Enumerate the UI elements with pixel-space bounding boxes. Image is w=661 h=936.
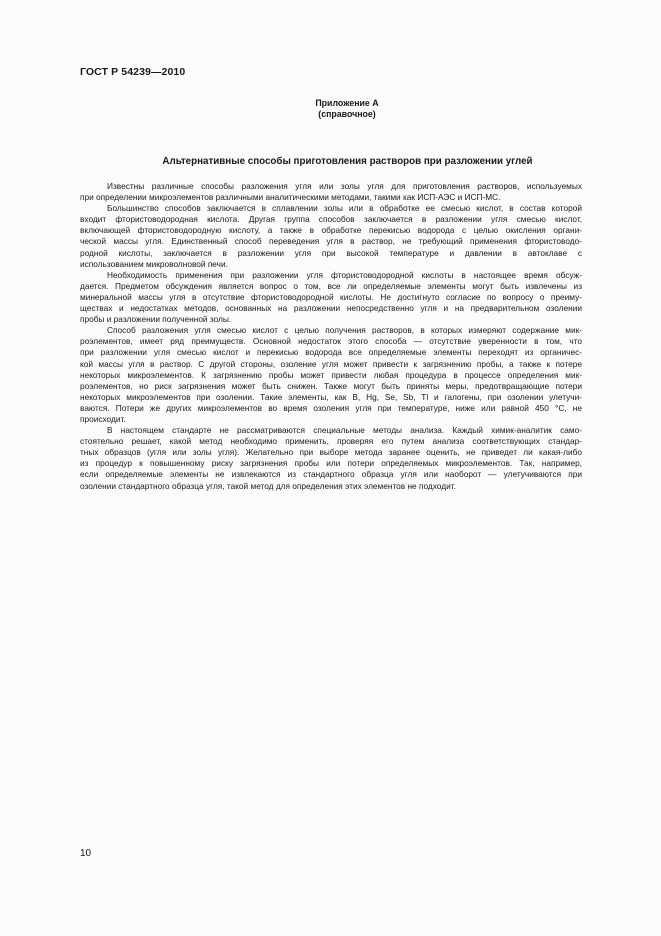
text-line: кой массы угля в раствор. С другой стороны, озоление угля может привести к загрязнению пробы, а также к потере [80, 358, 582, 369]
page-number: 10 [80, 848, 92, 859]
appendix-title: Приложение А [315, 98, 379, 108]
text-line: Необходимость применения при разложении угля фтористоводородной кислоты в настоящее время обсуж- [107, 269, 582, 280]
text-line: Большинство способов заключается в сплавлении золы или в обработке ее смесью кислот, в состав которой [107, 203, 582, 214]
text-line: Известны различные способы разложения угля или золы угля для приготовления растворов, используемых [107, 181, 582, 191]
text-line: ваются. Потери же других микроэлементов во время озоления угля при температуре, ниже или равной 450 °С, не [80, 402, 582, 413]
body-text [80, 181, 582, 492]
text-line: В настоящем стандарте не рассматриваются специальные методы анализа. Каждый химик-аналитик само- [107, 425, 582, 436]
text-line: некоторых микроэлементов. К загрязнению пробы может привести любая процедура в процессе определения мик- [80, 369, 582, 380]
text-line: при определении микроэлементов различными аналитическими методами, такими как ИСП-АЭС и ИСП-МС. [80, 192, 501, 203]
document-header: ГОСТ Р 54239—2010 [80, 66, 186, 78]
text-line: из процедур к повышенному риску загрязнения пробы или потери определяемых микроэлементов. Так, например, [80, 458, 582, 469]
text-line: если определяемые элементы не извлекаются из стандартного образца угля или наоборот — улетучиваются при [80, 469, 582, 480]
text-line: родной кислоты, заключается в разложении угля при высокой температуре и давлении в автоклаве с [80, 247, 582, 258]
text-line: входит фтористоводородная кислота. Другая группа способов заключается в разложении угля смесью кислот, [80, 214, 582, 225]
text-line: озолении стандартного образца угля, такой метод для определения этих элементов не подходит. [80, 480, 456, 491]
text-line: ществах и недостатках методов, основанных на разложении непосредственно угля и на предварительном озолении [80, 303, 582, 314]
paragraph [80, 325, 582, 425]
text-line: пробы и разложении полученной золы. [80, 314, 232, 325]
text-line: при разложении угля смесью кислот и перекисью водорода все определяемые элементы переходят из органичес- [80, 347, 582, 358]
text-line: роэлементов, имеет ряд преимуществ. Основной недостаток этого способа — отсутствие уверенности в том, что [80, 336, 582, 347]
text-line: происходит. [80, 413, 126, 424]
section-heading: Альтернативные способы приготовления растворов при разложении углей [162, 156, 533, 167]
appendix-subtitle: (справочное) [318, 109, 376, 119]
text-line: включающей фтористоводородную кислоту, а также в обработке перекисью водорода с целью окисления органи- [80, 225, 582, 236]
text-line: ческой массы угля. Единственный способ переведения угля в раствор, не требующий применения фтористоводо- [80, 236, 582, 247]
paragraph [80, 270, 582, 325]
text-line: использованием микроволновой печи. [80, 258, 228, 269]
text-line: стоятельно решает, какой метод необходимо применить, проверяя его путем анализа соответствующих стандар- [80, 436, 582, 447]
text-line: некоторых микроэлементов при озолении. Такие элементы, как B, Hg, Se, Sb, Tl и галогены, при озолении улетучи- [80, 391, 582, 402]
text-line: Способ разложения угля смесью кислот с целью получения растворов, в которых измеряют содержание мик- [107, 325, 582, 336]
text-line: минеральной массы угля в отсутствие фтористоводородной кислоты. Не достигнуто согласие по вопросу о преиму- [80, 291, 582, 302]
text-line: тных образцов (угля или золы угля). Желательно при выборе метода заранее оценить, не приведет ли какая-либо [80, 447, 582, 458]
text-line: роэлементов, но риск загрязнения может быть снижен. Также могут быть приняты меры, предотвращающие потери [80, 380, 582, 391]
paragraph [80, 203, 582, 270]
text-line: дается. Предметом обсуждения является вопрос о том, все ли определяемые элементы могут быть извлечены из [80, 280, 582, 291]
paragraph [80, 181, 582, 203]
paragraph [80, 425, 582, 492]
